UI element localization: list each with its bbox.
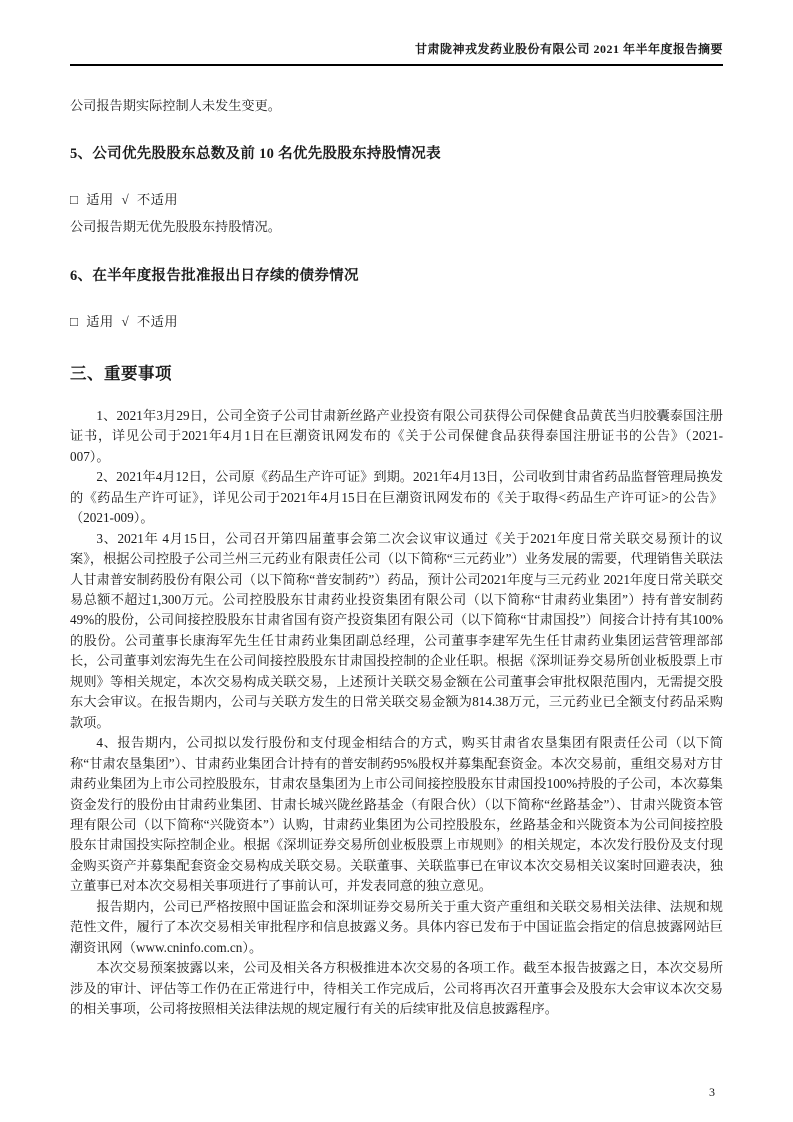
paragraph-item-4: 4、报告期内，公司拟以发行股份和支付现金相结合的方式，购买甘肃省农垦集团有限责任公司（以下简称“甘肃农垦集团”）、甘肃药业集团合计持有的普安制药95%股权并募集配套资金。本次交易前，重组交易对方甘肃药业集团为上市公司控股股东，甘肃农垦集团为上市公司间接控股股东甘肃国投100%持股的子公司，本次募集资金发行的股份由甘肃药业集团、甘肃长城兴陇丝路基金（有限合伙）（以下简称“丝路基金”）、甘肃兴陇资本管理有限公司（以下简称“兴陇资本”）认购，甘肃药业集团为公司控股股东，丝路基金和兴陇资本为公司间接控股股东甘肃国投实际控制企业。根据《深圳证券交易所创业板股票上市规则》的相关规定，本次发行股份及支付现金购买资产并募集配套资金交易构成关联交易。关联董事、关联监事已在审议本次交易相关议案时回避表决，独立董事已对本次交易相关事项进行了事前认可，并发表同意的独立意见。: [70, 735, 723, 894]
checkbox-unchecked-icon: □: [70, 192, 79, 208]
check-icon: √: [121, 192, 130, 208]
not-applicable-label: 不适用: [136, 313, 179, 329]
not-applicable-label: 不适用: [136, 192, 179, 208]
checkbox-unchecked-icon: □: [70, 313, 79, 329]
applicable-label: 适用: [86, 313, 114, 329]
paragraph-item-3: 3、2021年 4月15日，公司召开第四届董事会第二次会议审议通过《关于2021年度日常关联交易预计的议案》，根据公司控股子公司兰州三元药业有限责任公司（以下简称“三元药业”）业务发展的需要，代理销售关联法人甘肃普安制药股份有限公司（以下简称“普安制药”）药品，预计公司2021年度与三元药业 2021年度日常关联交易总额不超过1,300万元。公司控股股东甘肃药业投资集团有限公司（以下简称“甘肃药业集团”）持有普安制药49%的股份，公司间接控股股东甘肃省国有资产投资集团有限公司（以下简称“甘肃国投”）间接合计持有其100%的股份。公司董事长康海军先生任甘肃药业集团副总经理，公司董事李建军先生任甘肃药业集团运营管理部部长，公司董事刘宏海先生在公司间接控股股东甘肃国投控制的企业任职。根据《深圳证券交易所创业板股票上市规则》等相关规定，本次交易构成关联交易，上述预计关联交易金额在公司董事会审批权限范围内，无需提交股东大会审议。在报告期内，公司与关联方发生的日常关联交易金额为814.38万元，三元药业已全额支付药品采购款项。: [70, 530, 723, 730]
section-6-heading: 6、在半年度报告批准报出日存续的债券情况: [70, 267, 359, 284]
applicable-label: 适用: [86, 192, 114, 208]
section-5-note: 公司报告期无优先股股东持股情况。: [70, 219, 281, 235]
page-number: 3: [709, 1085, 715, 1099]
controller-change-note: 公司报告期实际控制人未发生变更。: [70, 98, 281, 113]
section-5-heading: 5、公司优先股股东总数及前 10 名优先股股东持股情况表: [70, 146, 441, 163]
chapter-3-heading: 三、重要事项: [70, 363, 172, 383]
document-content: [70, 96, 723, 1020]
check-icon: √: [121, 313, 130, 329]
paragraph-item-2: 2、2021年4月12日，公司原《药品生产许可证》到期。2021年4月13日，公司收到甘肃省药品监督管理局换发的《药品生产许可证》，详见公司于2021年4月15日在巨潮资讯网发布的《关于取得<药品生产许可证>的公告》（2021-009）。: [70, 469, 723, 526]
paragraph-progress: 本次交易预案披露以来，公司及相关各方积极推进本次交易的各项工作。截至本报告披露之日，本次交易所涉及的审计、评估等工作仍在正常进行中，待相关工作完成后，公司将再次召开董事会及股东大会审议本次交易的相关事项，公司将按照相关法律法规的规定履行有关的后续审批及信息披露程序。: [70, 960, 723, 1017]
paragraph-disclosure: 报告期内，公司已严格按照中国证监会和深圳证券交易所关于重大资产重组和关联交易相关法律、法规和规范性文件，履行了本次交易相关审批程序和信息披露义务。具体内容已发布于中国证监会指定的信息披露网站巨潮资讯网（www.cninfo.com.cn）。: [70, 898, 723, 955]
document-header-title: 甘肃陇神戎发药业股份有限公司 2021 年半年度报告摘要: [70, 40, 723, 66]
paragraph-item-1: 1、2021年3月29日，公司全资子公司甘肃新丝路产业投资有限公司获得公司保健食品黄芪当归胶囊泰国注册证书，详见公司于2021年4月1日在巨潮资讯网发布的《关于公司保健食品获得泰国注册证书的公告》（2021-007）。: [70, 407, 723, 464]
section-6-applicability: [70, 311, 723, 330]
section-5-applicability: [70, 189, 723, 208]
